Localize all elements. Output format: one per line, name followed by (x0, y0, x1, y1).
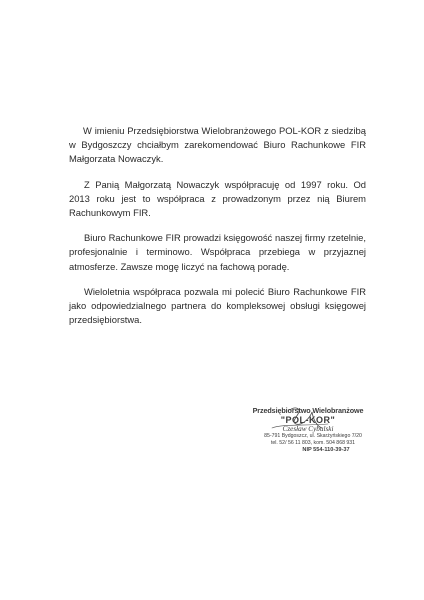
stamp-company-name: "POL-KOR" (280, 415, 336, 425)
letter-paragraph: Wieloletnia współpraca pozwala mi polecić Biuro Rachunkowe FIR jako odpowiedzialnego partnera do kompleksowej obsługi księgowej przedsiębiorstwa. (69, 285, 366, 326)
company-stamp (228, 406, 388, 454)
stamp-phone: tel. 52/ 56 11 803, kom. 504 868 931 (270, 440, 356, 446)
letter-paragraph: Z Panią Małgorzatą Nowaczyk współpracuję od 1997 roku. Od 2013 roku jest to współpraca z prowadzonym przez nią Biurem Rachunkowym FIR. (69, 178, 366, 219)
letter-paragraph: W imieniu Przedsiębiorstwa Wielobranżowego POL-KOR z siedzibą w Bydgoszczy chciałbym zarekomendować Biuro Rachunkowe FIR Małgorzata Nowaczyk. (69, 125, 366, 165)
stamp-nip: NIP 554-110-39-37 (302, 447, 350, 453)
letter-paragraph: Biuro Rachunkowe FIR prowadzi księgowość naszej firmy rzetelnie, profesjonalnie i terminowo. Współpraca przebiega w przyjaznej atmosferze. Zawsze mogę liczyć na fachową poradę. (69, 232, 366, 272)
letter-body (69, 124, 366, 338)
stamp-address: 85-791 Bydgoszcz, ul. Skarżyńskiego 7/20 (264, 433, 362, 439)
stamp-company-type: Przedsiębiorstwo Wielobranżowe (252, 406, 364, 415)
stamp-person-name: Czesław Cybulski (282, 425, 334, 433)
